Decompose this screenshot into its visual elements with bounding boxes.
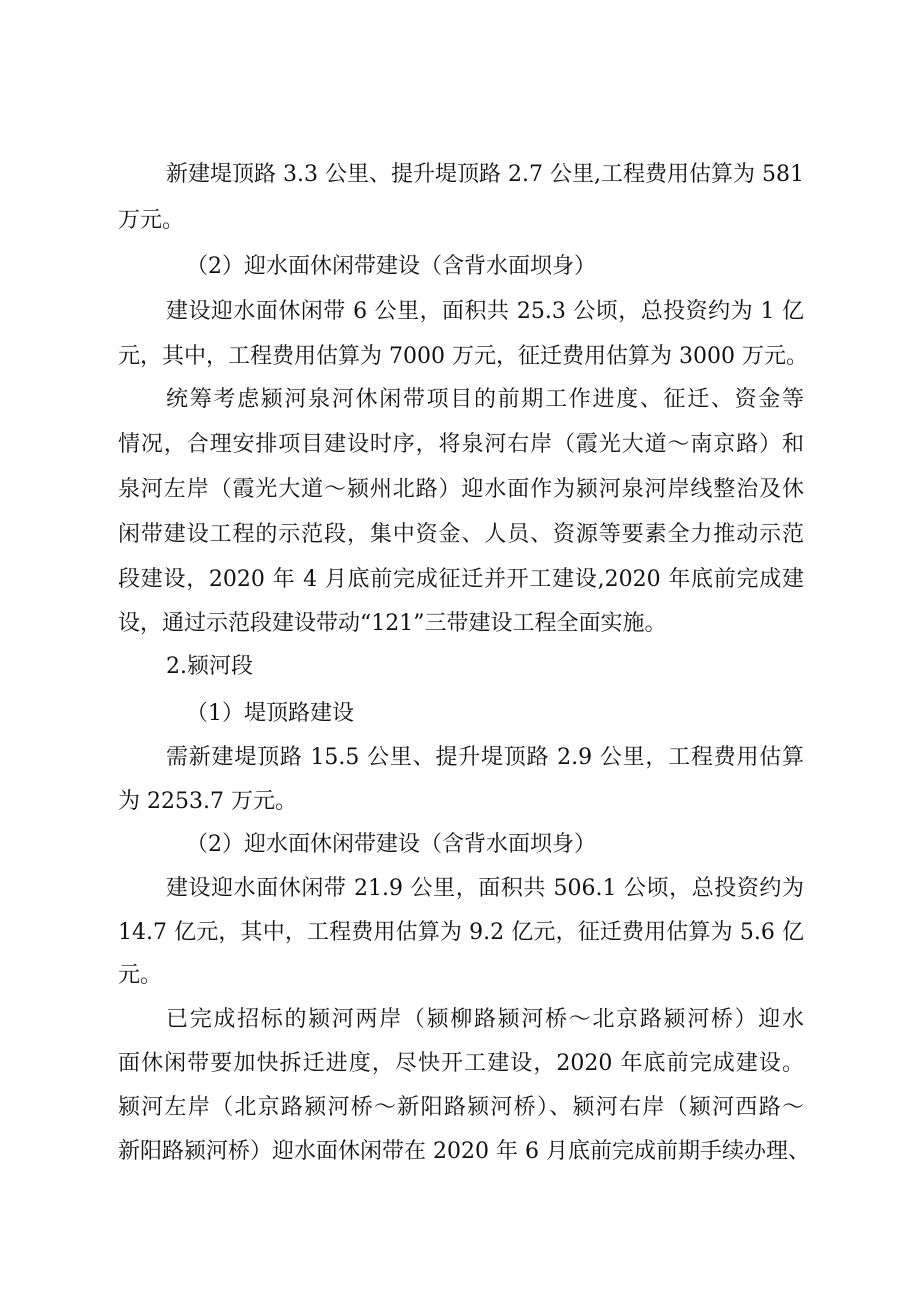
paragraph-line: 元。 — [118, 963, 163, 988]
section-subheading: （2）迎水面休闲带建设（含背水面坝身） — [186, 832, 596, 857]
section-subheading: （1）堤顶路建设 — [186, 701, 354, 726]
section-subheading: （2）迎水面休闲带建设（含背水面坝身） — [186, 254, 596, 279]
paragraph-line: 面休闲带要加快拆迁进度，尽快开工建设，2020 年底前完成建设。 — [118, 1051, 804, 1076]
paragraph-line: 段建设，2020 年 4 月底前完成征迁并开工建设,2020 年底前完成建 — [118, 567, 804, 592]
paragraph-line: 泉河左岸（霞光大道～颍州北路）迎水面作为颍河泉河岸线整治及休 — [118, 477, 804, 502]
paragraph-line: 万元。 — [118, 208, 185, 233]
paragraph-line: 设，通过示范段建设带动“121”三带建设工程全面实施。 — [118, 611, 667, 636]
paragraph-line: 建设迎水面休闲带 21.9 公里，面积共 506.1 公顷，总投资约为 — [166, 876, 804, 901]
paragraph-line: 建设迎水面休闲带 6 公里，面积共 25.3 公顷，总投资约为 1 亿 — [166, 299, 804, 324]
paragraph-line: 颍河左岸（北京路颍河桥～新阳路颍河桥）、颍河右岸（颍河西路～ — [118, 1095, 804, 1120]
paragraph-line: 已完成招标的颍河两岸（颍柳路颍河桥～北京路颍河桥）迎水 — [166, 1007, 804, 1032]
section-heading: 2.颍河段 — [166, 654, 253, 679]
paragraph-line: 14.7 亿元，其中，工程费用估算为 9.2 亿元，征迁费用估算为 5.6 亿 — [118, 920, 804, 945]
paragraph-line: 需新建堤顶路 15.5 公里、提升堤顶路 2.9 公里，工程费用估算 — [166, 745, 804, 770]
paragraph-line: 新阳路颍河桥）迎水面休闲带在 2020 年 6 月底前完成前期手续办理、 — [118, 1139, 810, 1164]
paragraph-line: 新建堤顶路 3.3 公里、提升堤顶路 2.7 公里,工程费用估算为 581 — [166, 162, 804, 187]
paragraph-line: 元，其中，工程费用估算为 7000 万元，征迁费用估算为 3000 万元。 — [118, 344, 808, 369]
paragraph-line: 统筹考虑颍河泉河休闲带项目的前期工作进度、征迁、资金等 — [166, 387, 804, 412]
paragraph-line: 为 2253.7 万元。 — [118, 789, 297, 814]
paragraph-line: 情况，合理安排项目建设时序，将泉河右岸（霞光大道～南京路）和 — [118, 432, 804, 457]
paragraph-line: 闲带建设工程的示范段，集中资金、人员、资源等要素全力推动示范 — [118, 522, 804, 547]
